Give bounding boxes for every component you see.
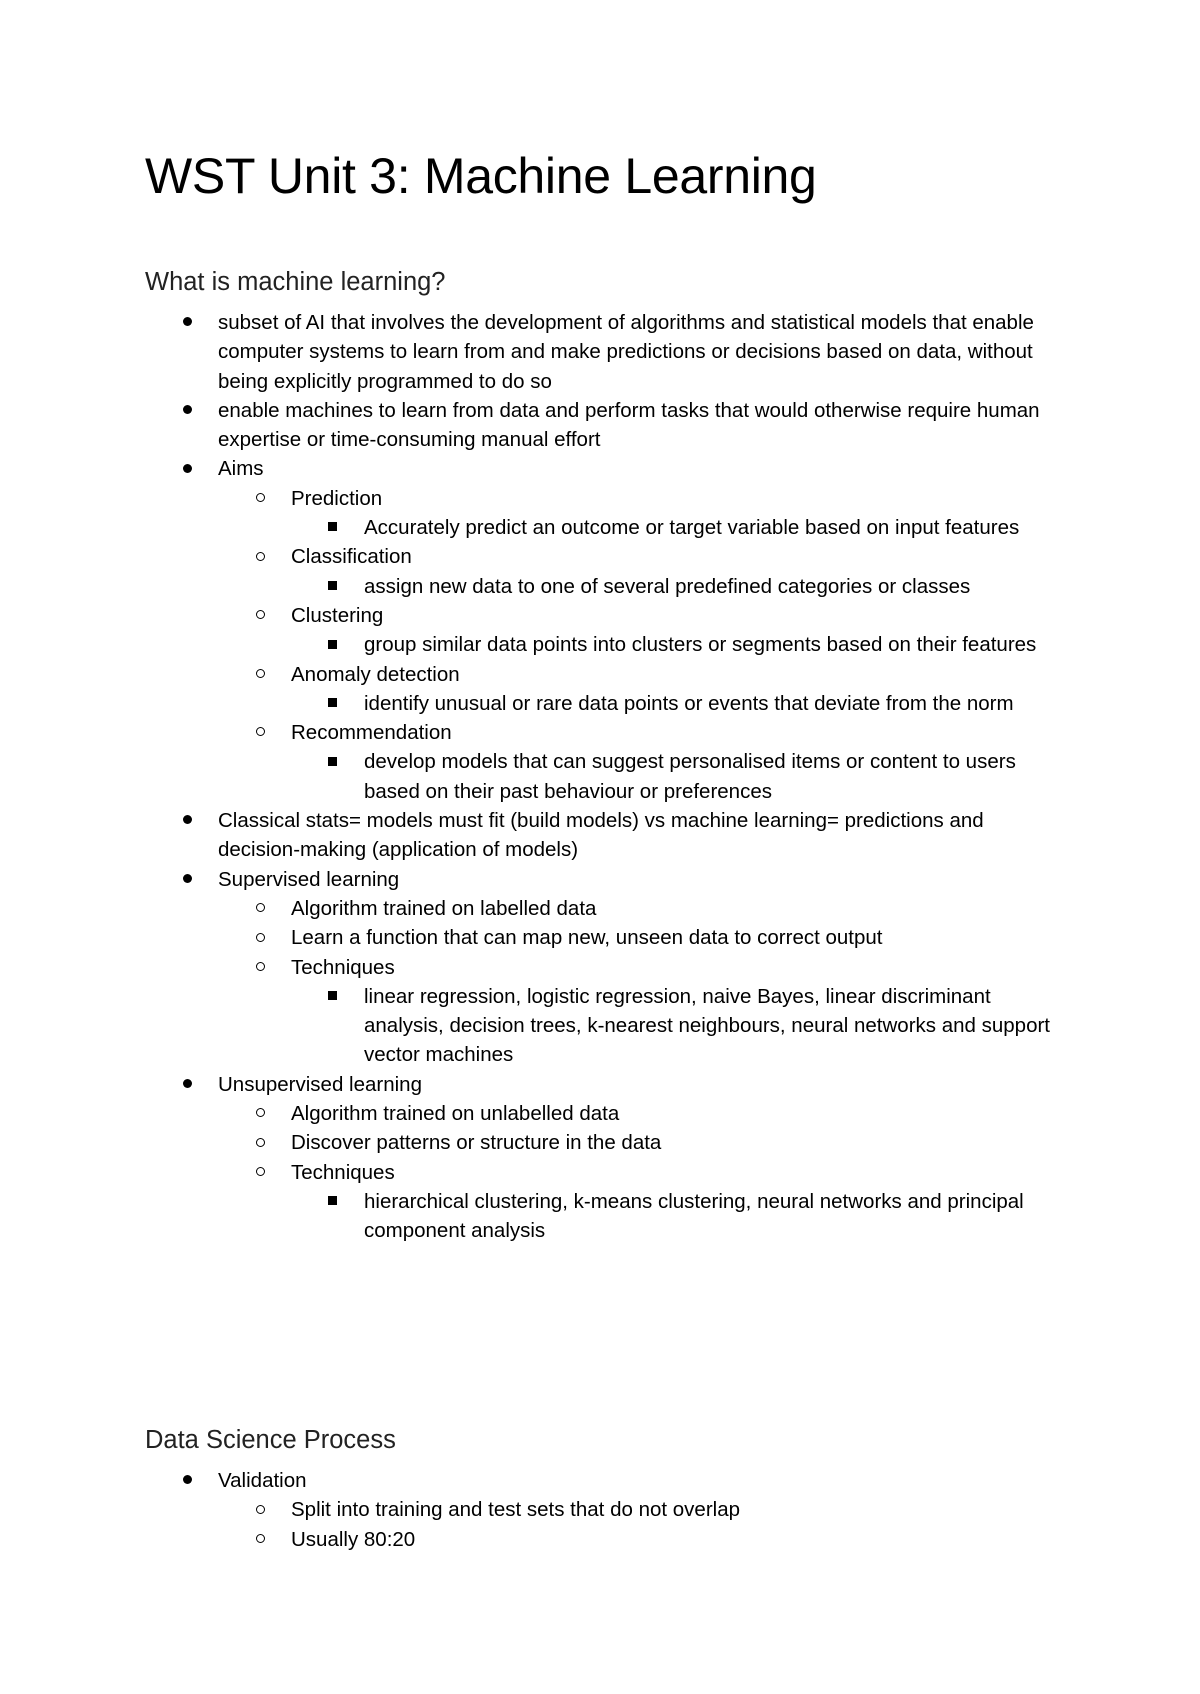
- list-item: Techniques: [0, 1158, 1056, 1187]
- list-item: Supervised learning: [0, 865, 1056, 894]
- section-heading-what-is-ml: What is machine learning?: [145, 268, 446, 296]
- list-item: Validation: [0, 1466, 1056, 1495]
- list-item: Techniques: [0, 953, 1056, 982]
- bullet-dot-icon: [183, 1466, 192, 1495]
- bullet-ring-icon: [256, 542, 265, 571]
- bullet-ring-icon: [256, 953, 265, 982]
- bullet-ring-icon: [256, 718, 265, 747]
- bullet-dot-icon: [183, 865, 192, 894]
- list-item: Recommendation: [0, 718, 1056, 747]
- bullet-ring-icon: [256, 601, 265, 630]
- list-item: identify unusual or rare data points or events that deviate from the norm: [0, 689, 1056, 718]
- bullet-dot-icon: [183, 1070, 192, 1099]
- list-item: Split into training and test sets that do not overlap: [0, 1495, 1056, 1524]
- list-item: enable machines to learn from data and perform tasks that would otherwise require human expertise or time-consuming manual effort: [0, 396, 1056, 455]
- list-item: assign new data to one of several predefined categories or classes: [0, 572, 1056, 601]
- bullet-ring-icon: [256, 1525, 265, 1554]
- list-item: Aims: [0, 454, 1056, 483]
- list-item: Learn a function that can map new, unseen data to correct output: [0, 923, 1056, 952]
- section-data-science-process-list: [0, 1466, 1200, 1554]
- bullet-square-icon: [328, 747, 337, 776]
- list-item: Algorithm trained on unlabelled data: [0, 1099, 1056, 1128]
- bullet-square-icon: [328, 1187, 337, 1216]
- list-item: Algorithm trained on labelled data: [0, 894, 1056, 923]
- list-item: group similar data points into clusters or segments based on their features: [0, 630, 1056, 659]
- bullet-ring-icon: [256, 1099, 265, 1128]
- bullet-square-icon: [328, 630, 337, 659]
- list-item: subset of AI that involves the development of algorithms and statistical models that enable computer systems to learn from and make predictions or decisions based on data, without being explicitly programmed to do so: [0, 308, 1056, 396]
- section-heading-data-science-process: Data Science Process: [145, 1426, 396, 1454]
- bullet-dot-icon: [183, 454, 192, 483]
- list-item: Clustering: [0, 601, 1056, 630]
- list-item: Prediction: [0, 484, 1056, 513]
- list-item: Discover patterns or structure in the data: [0, 1128, 1056, 1157]
- document-title: WST Unit 3: Machine Learning: [145, 148, 817, 204]
- list-item: develop models that can suggest personalised items or content to users based on their past behaviour or preferences: [0, 747, 1056, 806]
- bullet-ring-icon: [256, 923, 265, 952]
- section-what-is-ml-list: [0, 308, 1200, 1246]
- bullet-ring-icon: [256, 660, 265, 689]
- bullet-dot-icon: [183, 396, 192, 425]
- bullet-ring-icon: [256, 894, 265, 923]
- list-item: Usually 80:20: [0, 1525, 1056, 1554]
- list-item: Unsupervised learning: [0, 1070, 1056, 1099]
- bullet-square-icon: [328, 572, 337, 601]
- bullet-ring-icon: [256, 1495, 265, 1524]
- bullet-ring-icon: [256, 1158, 265, 1187]
- bullet-dot-icon: [183, 806, 192, 835]
- list-item: Classification: [0, 542, 1056, 571]
- bullet-square-icon: [328, 982, 337, 1011]
- bullet-ring-icon: [256, 484, 265, 513]
- list-item: Classical stats= models must fit (build models) vs machine learning= predictions and decision-making (application of models): [0, 806, 1056, 865]
- list-item: linear regression, logistic regression, naive Bayes, linear discriminant analysis, decision trees, k-nearest neighbours, neural networks and support vector machines: [0, 982, 1056, 1070]
- bullet-square-icon: [328, 513, 337, 542]
- list-item: Accurately predict an outcome or target variable based on input features: [0, 513, 1056, 542]
- list-item: Anomaly detection: [0, 660, 1056, 689]
- bullet-square-icon: [328, 689, 337, 718]
- bullet-ring-icon: [256, 1128, 265, 1157]
- list-item: hierarchical clustering, k-means clustering, neural networks and principal component analysis: [0, 1187, 1056, 1246]
- bullet-dot-icon: [183, 308, 192, 337]
